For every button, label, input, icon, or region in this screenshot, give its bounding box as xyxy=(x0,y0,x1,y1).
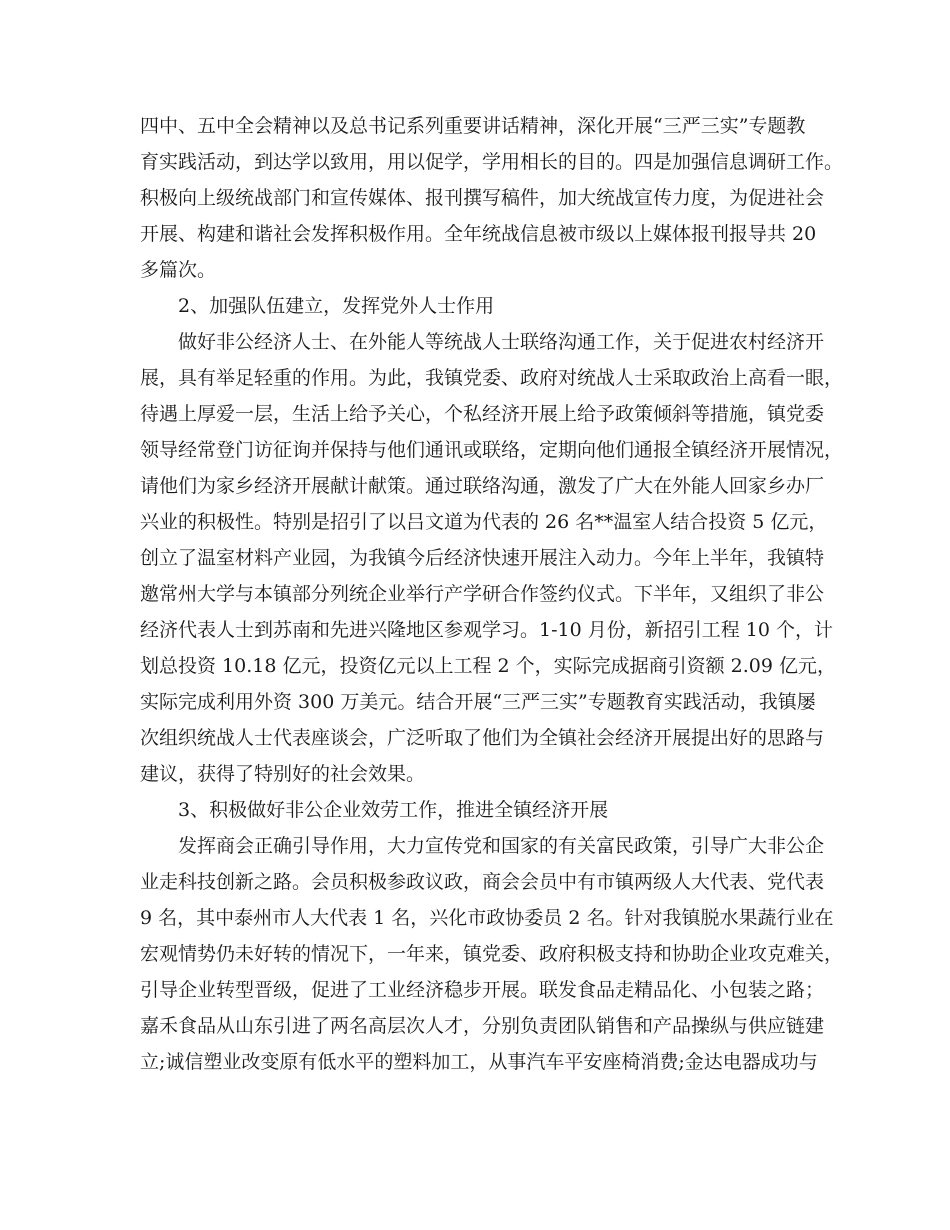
text-line: 创立了温室材料产业园，为我镇今后经济快速开展注入动力。今年上半年，我镇特 xyxy=(140,547,825,569)
text-line: 建议，获得了特别好的社会效果。 xyxy=(140,763,426,785)
text-line: 业走科技创新之路。会员积极参政议政，商会会员中有市镇两级人大代表、党代表 xyxy=(140,871,825,893)
text-line: 育实践活动，到达学以致用，用以促学，学用相长的目的。四是加强信息调研工作。 xyxy=(140,151,844,173)
section-heading: 2、加强队伍建立，发挥党外人士作用 xyxy=(178,295,495,317)
text-line: 邀常州大学与本镇部分列统企业举行产学研合作签约仪式。下半年，又组织了非公 xyxy=(140,583,825,605)
text-line: 待遇上厚爱一层，生活上给予关心，个私经济开展上给予政策倾斜等措施，镇党委 xyxy=(140,403,825,425)
text-line: 四中、五中全会精神以及总书记系列重要讲话精神，深化开展“三严三实”专题教 xyxy=(140,115,806,137)
text-line: 引导企业转型晋级，促进了工业经济稳步开展。联发食品走精品化、小包装之路； xyxy=(140,979,825,1001)
text-line: 兴业的积极性。特别是招引了以吕文道为代表的 26 名**温室人结合投资 5 亿元， xyxy=(140,511,828,533)
text-line: 积极向上级统战部门和宣传媒体、报刊撰写稿件，加大统战宣传力度，为促进社会 xyxy=(140,187,825,209)
text-line: 请他们为家乡经济开展献计献策。通过联络沟通，激发了广大在外能人回家乡办厂 xyxy=(140,475,825,497)
text-line: 次组织统战人士代表座谈会，广泛听取了他们为全镇社会经济开展提出好的思路与 xyxy=(140,727,825,749)
text-line: 嘉禾食品从山东引进了两名高层次人才，分别负责团队销售和产品操纵与供应链建 xyxy=(140,1015,825,1037)
text-line: 经济代表人士到苏南和先进兴隆地区参观学习。1-10 月份，新招引工程 10 个，计 xyxy=(140,619,833,641)
text-line: 立;诚信塑业改变原有低水平的塑料加工，从事汽车平安座椅消费;金达电器成功与 xyxy=(140,1051,818,1073)
text-line: 展，具有举足轻重的作用。为此，我镇党委、政府对统战人士采取政治上高看一眼， xyxy=(140,367,844,389)
text-line: 实际完成利用外资 300 万美元。结合开展“三严三实”专题教育实践活动，我镇屡 xyxy=(140,691,816,713)
text-line: 领导经常登门访征询并保持与他们通讯或联络，定期向他们通报全镇经济开展情况， xyxy=(140,439,844,461)
section-heading: 3、积极做好非公企业效劳工作，推进全镇经济开展 xyxy=(178,799,609,821)
paragraph-first-line: 发挥商会正确引导作用，大力宣传党和国家的有关富民政策，引导广大非公企 xyxy=(178,835,825,857)
text-line: 宏观情势仍未好转的情况下，一年来，镇党委、政府积极支持和协助企业攻克难关， xyxy=(140,943,844,965)
paragraph-first-line: 做好非公经济人士、在外能人等统战人士联络沟通工作，关于促进农村经济开 xyxy=(178,331,825,353)
text-line: 开展、构建和谐社会发挥积极作用。全年统战信息被市级以上媒体报刊报导共 20 xyxy=(140,223,817,245)
text-line: 划总投资 10.18 亿元，投资亿元以上工程 2 个，实际完成据商引资额 2.09 亿元， xyxy=(140,655,837,677)
text-line: 多篇次。 xyxy=(140,259,217,281)
text-line: 9 名，其中泰州市人大代表 1 名，兴化市政协委员 2 名。针对我镇脱水果蔬行业在 xyxy=(140,907,834,929)
